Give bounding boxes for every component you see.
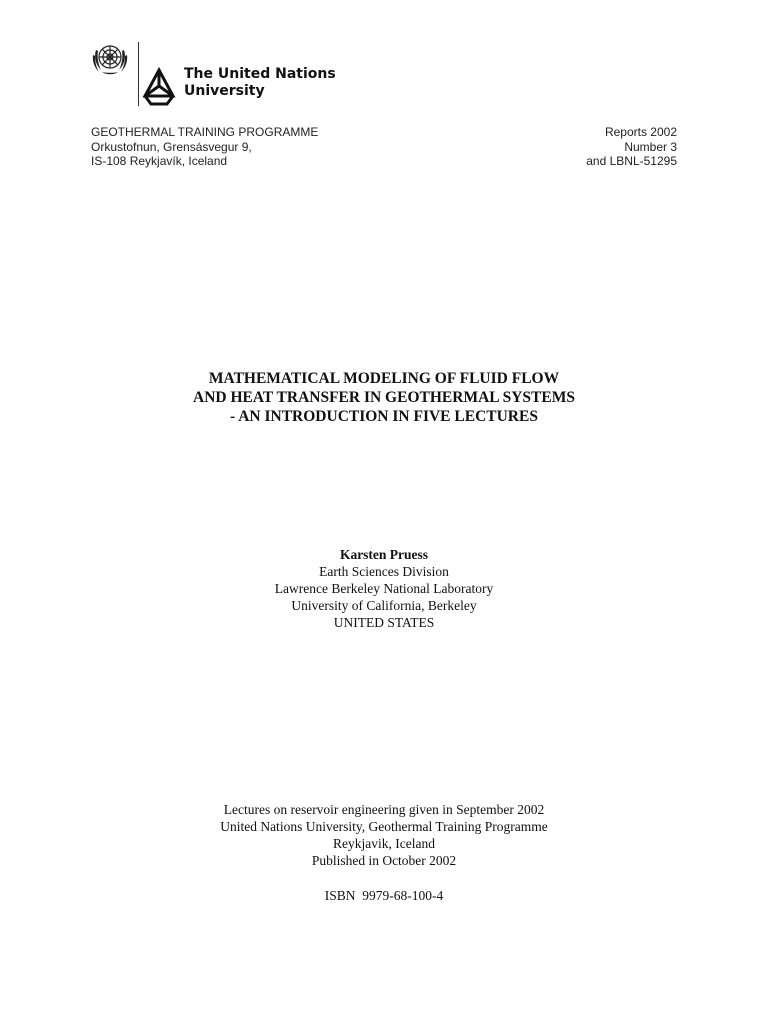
unu-triangle-mark-icon: [141, 66, 177, 106]
report-number: Number 3: [624, 139, 677, 154]
programme-name: GEOTHERMAL TRAINING PROGRAMME: [91, 125, 319, 139]
unu-wordmark-line1: The United Nations: [184, 66, 336, 82]
unu-wordmark-line2: University: [184, 83, 265, 99]
title-line: AND HEAT TRANSFER IN GEOTHERMAL SYSTEMS: [193, 389, 575, 406]
author-affiliation-line: Lawrence Berkeley National Laboratory: [274, 581, 494, 596]
title-line: MATHEMATICAL MODELING OF FLUID FLOW: [208, 370, 560, 387]
unu-wordmark: [184, 66, 336, 100]
author-name: Karsten Pruess: [339, 547, 429, 562]
author-affiliation-line: UNITED STATES: [333, 615, 435, 630]
programme-street: Orkustofnun, Grensásvegur 9,: [91, 139, 252, 154]
publication-line: United Nations University, Geothermal Training Programme: [220, 819, 548, 834]
publication-line: Published in October 2002: [311, 853, 457, 868]
author-affiliation-line: Earth Sciences Division: [319, 564, 449, 579]
report-series: Reports 2002: [604, 125, 677, 139]
un-emblem-icon: [90, 38, 130, 78]
report-lbnl-number: and LBNL-51295: [586, 154, 677, 168]
document-title: [0, 369, 768, 426]
logo-divider: [138, 42, 139, 106]
isbn: ISBN 9979-68-100-4: [324, 888, 444, 903]
programme-address: [91, 125, 318, 169]
author-block: [0, 546, 768, 631]
author-affiliation-line: University of California, Berkeley: [291, 598, 477, 613]
publication-info: [0, 801, 768, 869]
programme-city: IS-108 Reykjavík, Iceland: [91, 154, 228, 168]
publication-line: Reykjavik, Iceland: [333, 836, 435, 851]
publication-line: Lectures on reservoir engineering given in September 2002: [223, 802, 545, 817]
title-line: - AN INTRODUCTION IN FIVE LECTURES: [230, 408, 538, 425]
report-identifier: [586, 125, 677, 169]
